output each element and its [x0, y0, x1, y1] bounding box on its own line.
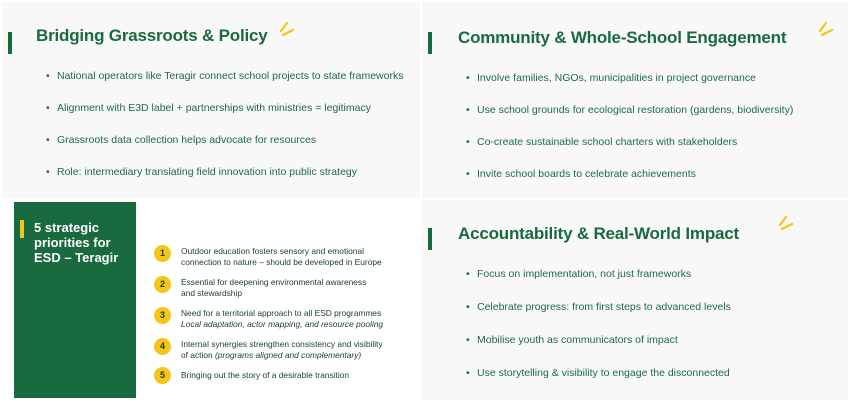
- list-item: • Celebrate progress: from first steps to advanced levels: [466, 301, 731, 334]
- list-item: • National operators like Teragir connect school projects to state frameworks: [46, 70, 403, 102]
- panel-bridging-grassroots: [2, 2, 420, 198]
- list-item: • Focus on implementation, not just frameworks: [466, 268, 731, 301]
- sparkle-icon: [817, 22, 835, 38]
- priority-line: Outdoor education fosters sensory and emotional: [181, 246, 364, 256]
- priority-number: 5: [154, 367, 171, 384]
- title-accent-bar: [20, 220, 24, 238]
- priority-text: [181, 308, 383, 330]
- priority-line: connection to nature – should be developed in Europe: [181, 257, 382, 267]
- title-accent-bar: [8, 32, 12, 54]
- panel-title: 5 strategic priorities for ESD – Teragir: [34, 220, 119, 265]
- panel-title: Accountability & Real-World Impact: [458, 224, 739, 243]
- priority-number: 2: [154, 276, 171, 293]
- list-item: • Grassroots data collection helps advocate for resources: [46, 134, 403, 166]
- title-accent-bar: [428, 228, 432, 250]
- priorities-title-box: [14, 202, 136, 398]
- bullet-list: [466, 72, 793, 198]
- priority-text: [181, 246, 382, 268]
- panel-title: Bridging Grassroots & Policy: [36, 26, 268, 45]
- sparkle-icon: [278, 22, 296, 38]
- priority-line: Internal synergies strengthen consistency and visibility: [181, 339, 383, 349]
- priority-number: 4: [154, 338, 171, 355]
- bullet-list: [466, 268, 731, 400]
- list-item: • Alignment with E3D label + partnerships with ministries = legitimacy: [46, 102, 403, 134]
- panel-strategic-priorities: [2, 200, 420, 400]
- list-item: • Mobilise youth as communicators of impact: [466, 334, 731, 367]
- list-item: • Co-create sustainable school charters with stakeholders: [466, 136, 793, 168]
- priority-text: [181, 370, 349, 381]
- priority-line: Need for a territorial approach to all ESD programmes: [181, 308, 382, 318]
- list-item: • Involve families, NGOs, municipalities in project governance: [466, 72, 793, 104]
- priority-line-plain: of action: [181, 350, 215, 360]
- priority-line-italic: Local adaptation, actor mapping, and resource pooling: [181, 319, 384, 329]
- panel-accountability-impact: [422, 200, 848, 400]
- panel-title: Community & Whole-School Engagement: [458, 28, 787, 47]
- list-item: • Role: intermediary translating field innovation into public strategy: [46, 166, 403, 198]
- priority-line-italic: (programs aligned and complementary): [215, 350, 362, 360]
- priority-text: [181, 339, 383, 361]
- list-item: • Invite school boards to celebrate achievements: [466, 168, 793, 198]
- list-item: • Use school grounds for ecological restoration (gardens, biodiversity): [466, 104, 793, 136]
- priority-line: Bringing out the story of a desirable transition: [181, 370, 350, 380]
- panel-community-engagement: [422, 2, 848, 198]
- priority-line: and stewardship: [181, 288, 242, 298]
- sparkle-icon: [777, 216, 795, 232]
- priority-line: Essential for deepening environmental awareness: [181, 277, 367, 287]
- title-accent-bar: [428, 32, 432, 54]
- bullet-list: [46, 70, 403, 198]
- priority-number: 1: [154, 245, 171, 262]
- list-item: • Use storytelling & visibility to engage the disconnected: [466, 367, 731, 400]
- priority-line: [181, 350, 383, 361]
- priority-number: 3: [154, 307, 171, 324]
- priority-text: [181, 277, 366, 299]
